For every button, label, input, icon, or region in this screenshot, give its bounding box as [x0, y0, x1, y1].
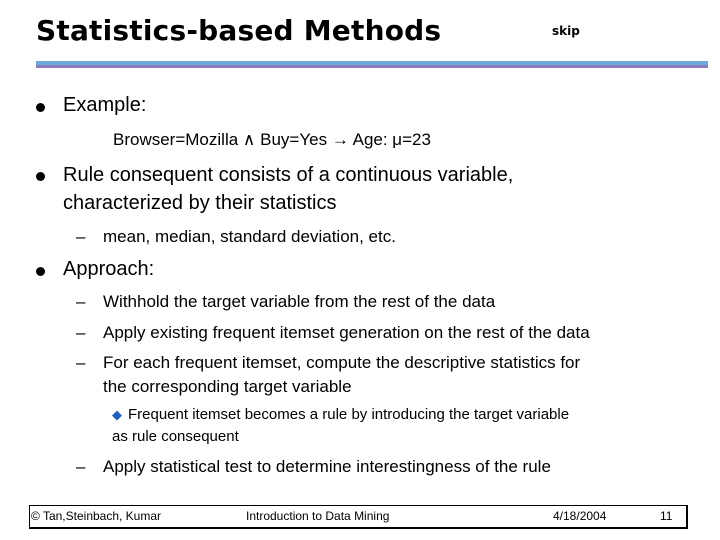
- bullet-rule-consequent-line2: characterized by their statistics: [63, 192, 337, 214]
- dash-icon: –: [76, 323, 86, 342]
- stats-subitem: mean, median, standard deviation, etc.: [103, 227, 396, 246]
- bullet-approach: Approach:: [63, 258, 155, 280]
- slide-title: Statistics-based Methods: [36, 14, 442, 47]
- diamond-bullet-icon: ◆: [112, 408, 122, 423]
- dash-icon: –: [76, 292, 86, 311]
- title-underline-bottom: [36, 65, 708, 68]
- and-symbol: ∧: [242, 130, 256, 149]
- dash-icon: –: [76, 227, 86, 246]
- bullet-dot: [36, 267, 45, 276]
- footer-course: Introduction to Data Mining: [246, 509, 390, 523]
- bullet-example: Example:: [63, 94, 147, 116]
- footer-page-number: 11: [660, 509, 673, 523]
- approach-item-3-line2: the corresponding target variable: [103, 377, 352, 396]
- bullet-dot: [36, 103, 45, 112]
- footer-date: 4/18/2004: [553, 509, 607, 523]
- skip-link[interactable]: skip: [552, 24, 580, 38]
- rule-lhs: Browser=Mozilla: [113, 130, 239, 149]
- approach-item-1: Withhold the target variable from the rest of the data: [103, 292, 496, 311]
- dash-icon: –: [76, 457, 86, 476]
- example-rule: [113, 130, 431, 150]
- approach-item-2: Apply existing frequent itemset generation on the rest of the data: [103, 323, 590, 342]
- rule-mid: Buy=Yes: [260, 130, 328, 149]
- approach-item-3-line1: For each frequent itemset, compute the descriptive statistics for: [103, 353, 581, 372]
- dash-icon: –: [76, 353, 86, 372]
- level3-item-line2: as rule consequent: [112, 428, 239, 445]
- bullet-dot: [36, 172, 45, 181]
- footer-copyright: © Tan,Steinbach, Kumar: [31, 509, 162, 523]
- rule-rhs: Age: μ=23: [352, 130, 431, 149]
- level3-item-line1: Frequent itemset becomes a rule by introducing the target variable: [128, 406, 570, 423]
- bullet-rule-consequent-line1: Rule consequent consists of a continuous variable,: [63, 164, 514, 186]
- arrow-symbol: →: [331, 130, 349, 149]
- approach-item-4: Apply statistical test to determine interestingness of the rule: [103, 457, 551, 476]
